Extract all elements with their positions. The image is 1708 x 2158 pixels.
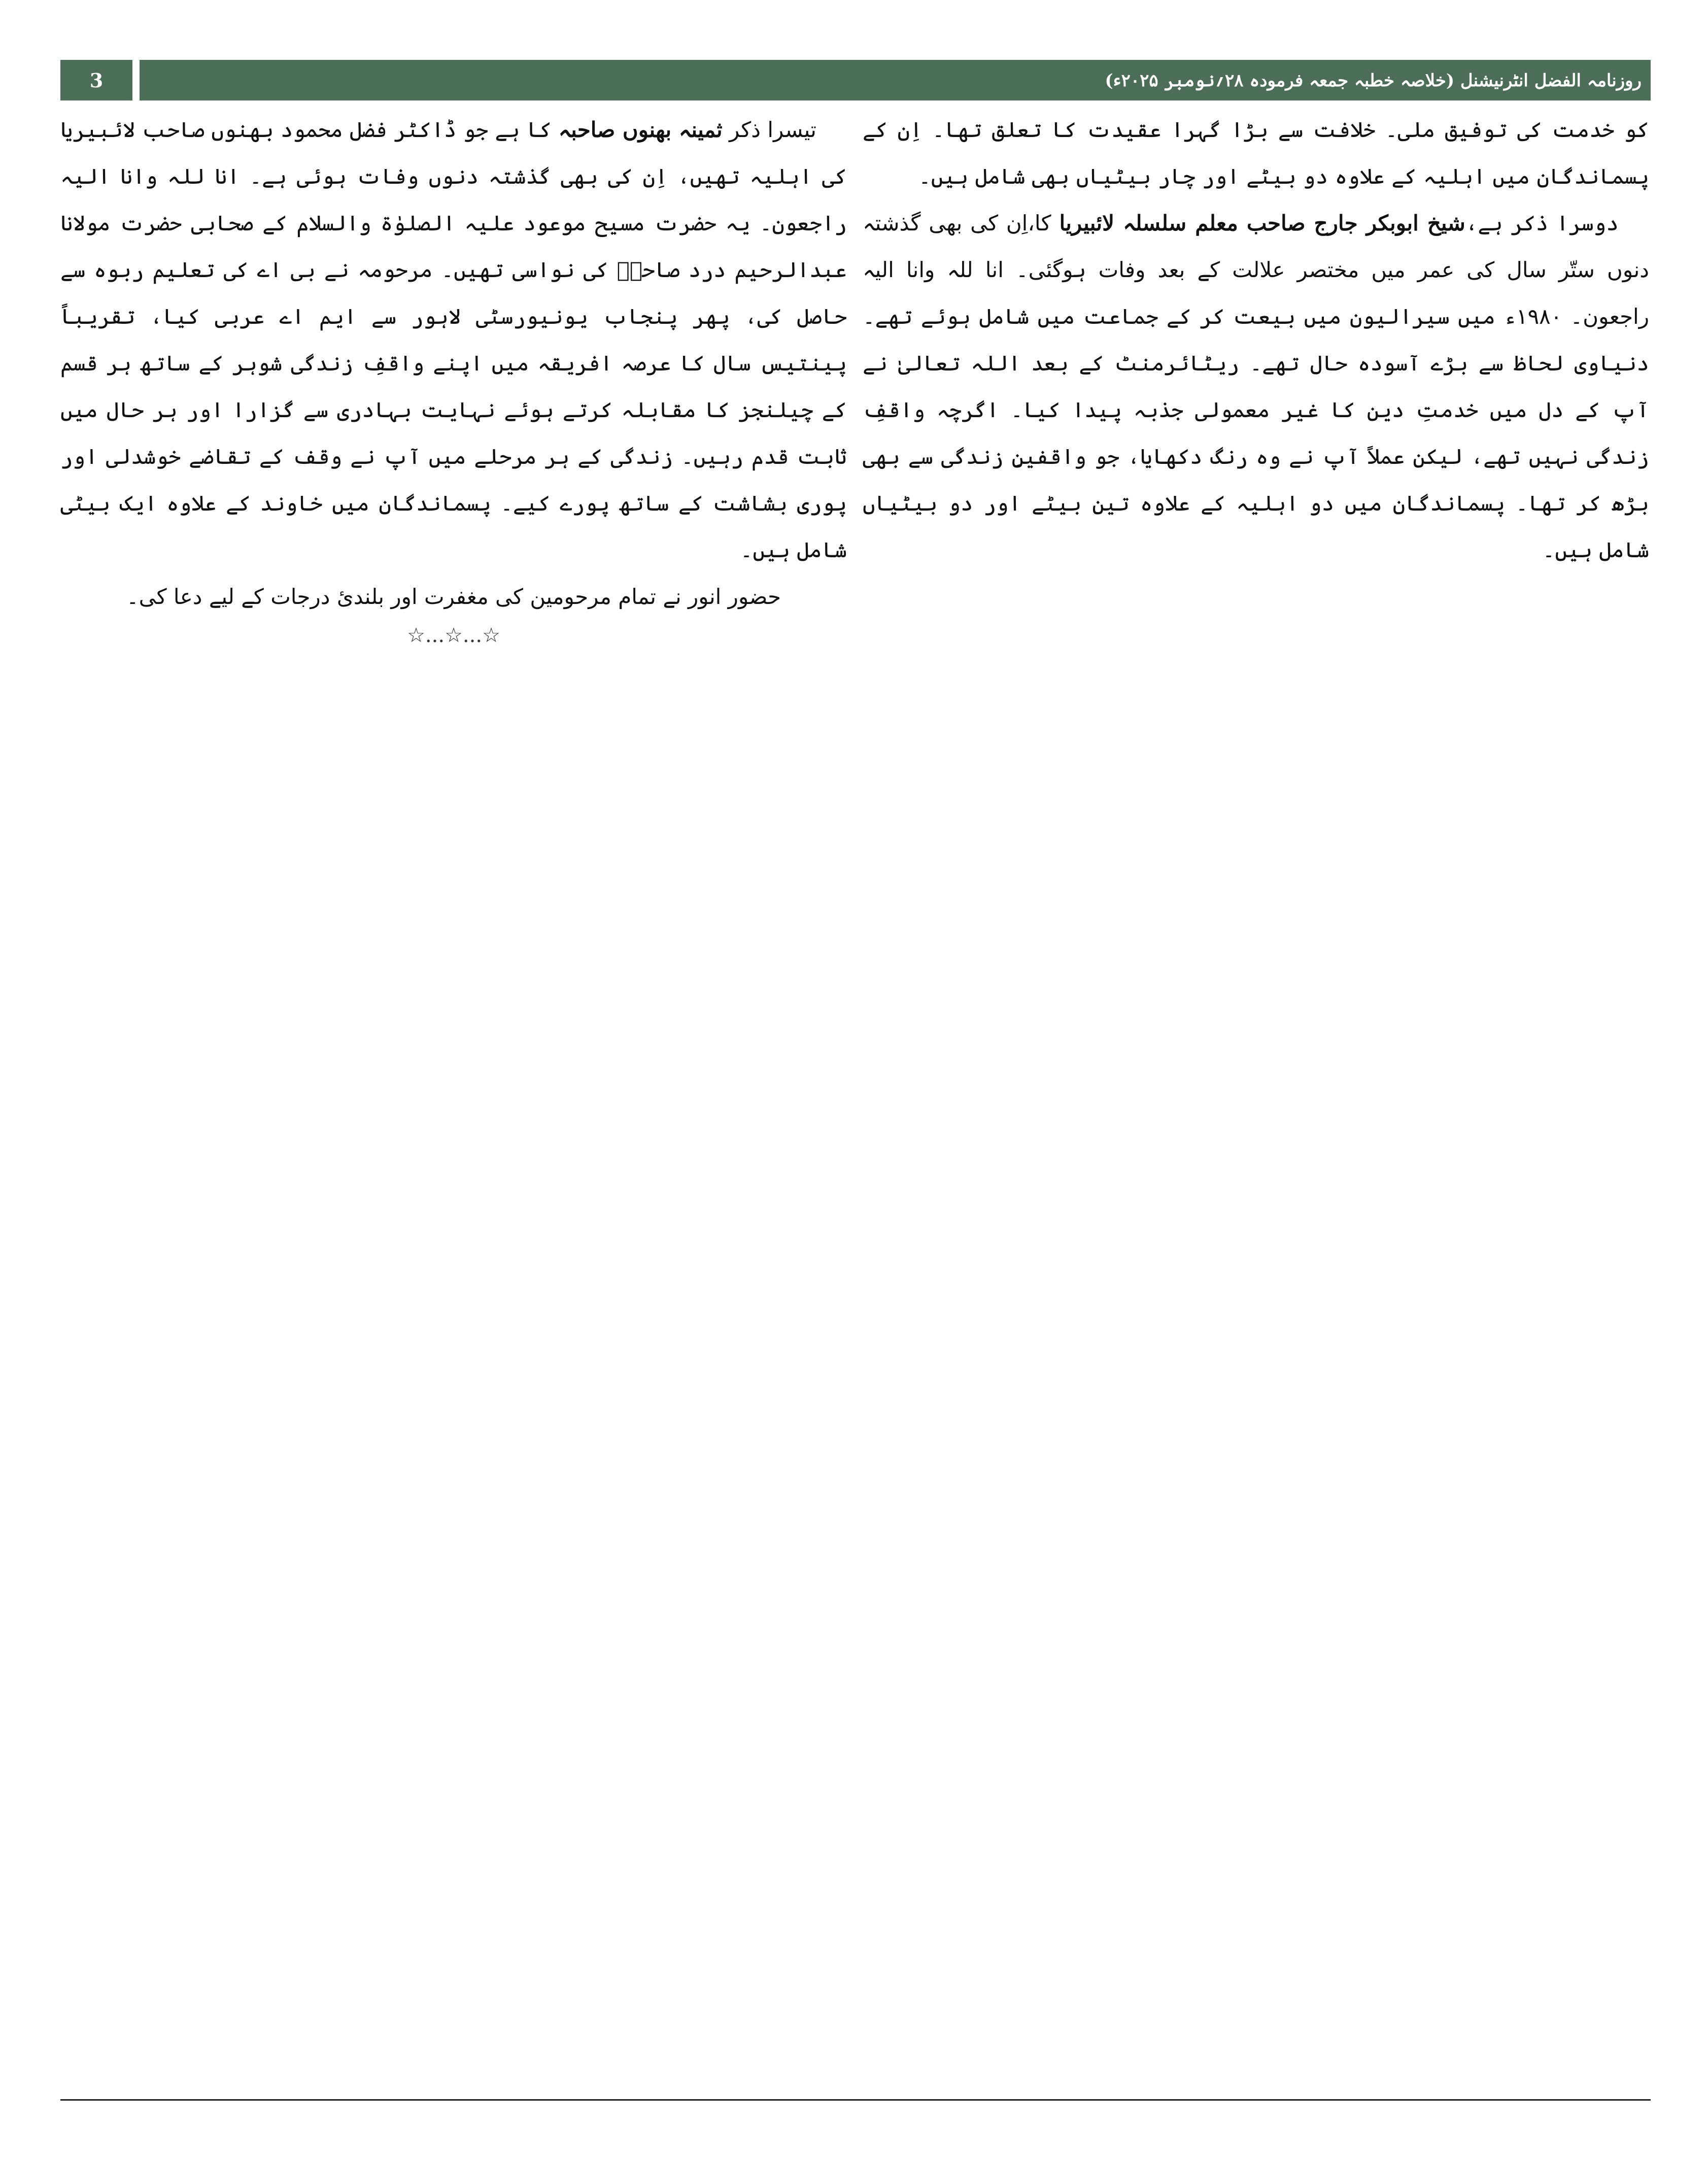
- right-paragraph-1: کو خدمت کی توفیق ملی۔ خلافت سے بڑا گہرا عقیدت کا تعلق تھا۔ اِن کے پسماندگان میں اہلیہ کے علاوہ دو بیٹے اور چار بیٹیاں بھی شامل ہیں۔: [863, 117, 1649, 189]
- header-divider: [132, 60, 140, 100]
- left-column: [60, 107, 847, 651]
- p1-intro: تیسرا ذکر: [722, 117, 816, 142]
- p2-rest: کا،اِن کی بھی گذشتہ دنوں ستّر سال کی عمر میں مختصر علالت کے بعد وفات ہوگئی۔ انا للہ وانا الیہ راجعون۔ ۱۹۸۰ء میں سیرالیون میں بیعت کر کے جماعت میں شامل ہوئے تھے۔ دنیاوی لحاظ سے بڑے آسودہ حال تھے۔ ریٹائرمنٹ کے بعد اللہ تعالیٰ نے آپ کے دل میں خدمتِ دین کا غیر معمولی جذبہ پیدا کیا۔ اگرچہ واقفِ زندگی نہیں تھے، لیکن عملاً آپ نے وہ رنگ دکھایا، جو واقفینِ زندگی سے بھی بڑھ کر تھا۔ پسماندگان میں دو اہلیہ کے علاوہ تین بیٹے اور دو بیٹیاں شامل ہیں۔: [863, 211, 1649, 562]
- page-number: 3: [60, 60, 132, 100]
- p2-intro: دوسرا ذکر ہے،: [1465, 211, 1619, 235]
- right-paragraph-2: [863, 200, 1649, 574]
- prayer-line: حضور انور نے تمام مرحومین کی مغفرت اور بلندیٔ درجات کے لیے دعا کی۔: [126, 584, 781, 609]
- header-bar: [60, 60, 1651, 100]
- left-paragraph-1: [60, 107, 847, 574]
- footer-rule: [60, 2099, 1651, 2101]
- p1-rest: کا ہے جو ڈاکٹر فضل محمود بھنوں صاحب لائبیریا کی اہلیہ تھیں، اِن کی بھی گذشتہ دنوں وفات ہوئی ہے۔ انا للہ وانا الیہ راجعون۔ یہ حضرت مسیح موعود علیہ الصلوٰۃ والسلام کے صحابی حضرت مولانا عبدالرحیم درد صاحبؓ کی نواسی تھیں۔ مرحومہ نے بی اے کی تعلیم ربوہ سے حاصل کی، پھر پنجاب یونیورسٹی لاہور سے ایم اے عربی کیا، تقریباً پینتیس سال کا عرصہ افریقہ میں اپنے واقفِ زندگی شوہر کے ساتھ ہر قسم کے چیلنجز کا مقابلہ کرتے ہوئے نہایت بہادری سے گزارا اور ہر حال میں ثابت قدم رہیں۔ زندگی کے ہر مرحلے میں آپ نے وقف کے تقاضے خوشدلی اور پوری بشاشت کے ساتھ پورے کیے۔ پسماندگان میں خاوند کے علاوہ ایک بیٹی شامل ہیں۔: [60, 117, 847, 562]
- header-title: روزنامہ الفضل انٹرنیشنل (خلاصہ خطبہ جمعہ فرمودہ ۲۸؍نومبر ۲۰۲۵ء): [1105, 70, 1642, 91]
- p1-name: ثمینہ بھنوں صاحبہ: [558, 117, 723, 142]
- p2-name: شیخ ابوبکر جارج صاحب معلم سلسلہ لائبیریا: [1059, 211, 1465, 235]
- right-column: [863, 107, 1649, 574]
- section-end-stars: ☆...☆...☆: [407, 624, 500, 647]
